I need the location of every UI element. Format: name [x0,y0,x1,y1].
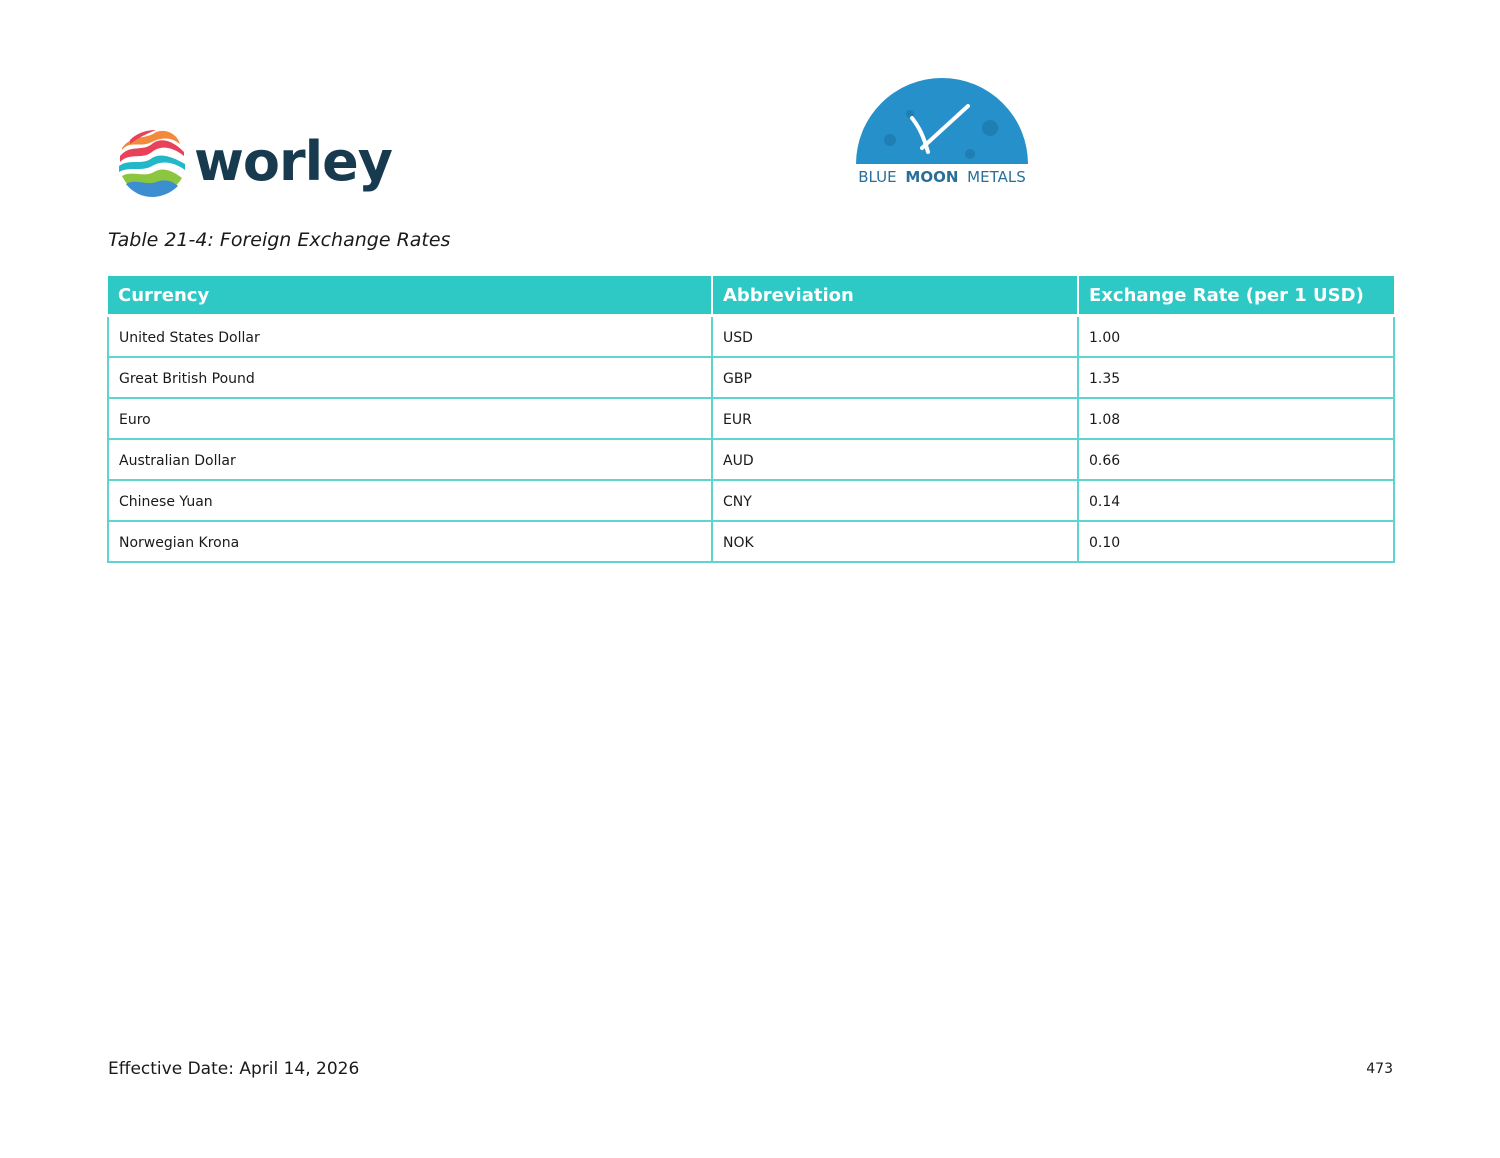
cell-currency: Euro [108,398,712,439]
cell-rate: 0.14 [1078,480,1394,521]
worley-globe-icon [118,129,186,197]
cell-rate: 1.35 [1078,357,1394,398]
logo-word-moon: MOON [905,168,959,186]
table-row [108,398,1394,439]
logo-word-blue: BLUE [858,168,897,186]
column-header-exchange-rate: Exchange Rate (per 1 USD) [1078,276,1394,316]
svg-text:BLUE MOON METALS [858,168,1025,186]
cell-abbreviation: AUD [712,439,1078,480]
table-header-row [108,276,1394,316]
worley-wordmark: worley [194,130,392,193]
cell-rate: 0.66 [1078,439,1394,480]
blue-moon-metals-logo [850,70,1034,190]
column-header-currency: Currency [108,276,712,316]
cell-abbreviation: GBP [712,357,1078,398]
table-row [108,316,1394,358]
table-row [108,357,1394,398]
cell-currency: Norwegian Krona [108,521,712,562]
worley-logo [116,126,416,200]
table-row [108,439,1394,480]
logo-word-metals: METALS [967,168,1026,186]
table-row [108,480,1394,521]
cell-abbreviation: NOK [712,521,1078,562]
cell-abbreviation: USD [712,316,1078,358]
cell-currency: Chinese Yuan [108,480,712,521]
cell-rate: 0.10 [1078,521,1394,562]
cell-currency: Great British Pound [108,357,712,398]
cell-currency: United States Dollar [108,316,712,358]
effective-date: Effective Date: April 14, 2026 [108,1059,360,1079]
table-caption: Table 21-4: Foreign Exchange Rates [108,229,451,251]
exchange-rate-table [107,276,1395,563]
cell-abbreviation: CNY [712,480,1078,521]
cell-currency: Australian Dollar [108,439,712,480]
table-row [108,521,1394,562]
page-number: 473 [1366,1061,1393,1077]
moon-pickaxe-icon [856,78,1028,164]
column-header-abbreviation: Abbreviation [712,276,1078,316]
cell-abbreviation: EUR [712,398,1078,439]
cell-rate: 1.00 [1078,316,1394,358]
cell-rate: 1.08 [1078,398,1394,439]
